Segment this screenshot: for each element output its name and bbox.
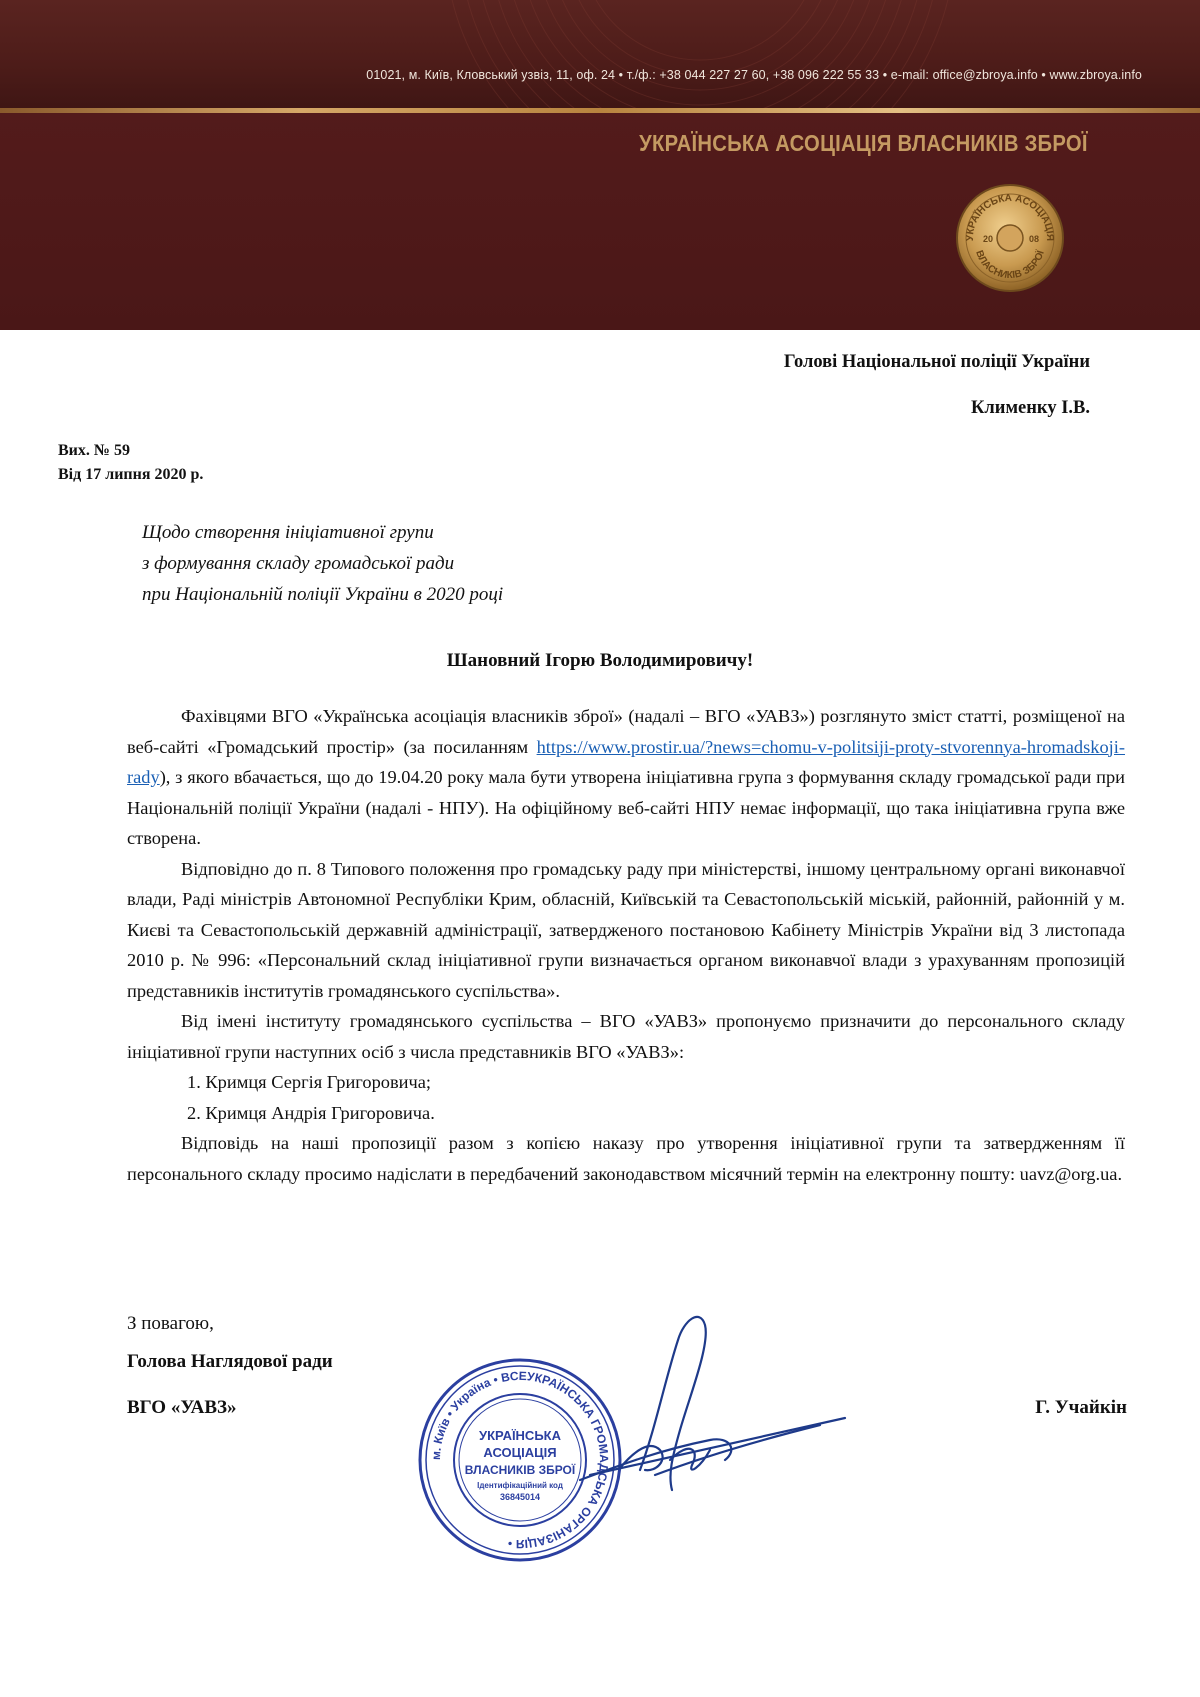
salutation: Шановний Ігорю Володимировичу! — [446, 650, 754, 671]
closing-regards: З повагою, — [127, 1313, 214, 1334]
svg-text:УКРАЇНСЬКА АСОЦІАЦІЯ: УКРАЇНСЬКА АСОЦІАЦІЯ — [964, 192, 1056, 242]
outgoing-number: Вих. № 59 — [58, 442, 130, 459]
list-item: 2. Кримця Андрія Григоровича. — [187, 1102, 435, 1123]
subject-line: при Національній поліції України в 2020 році — [142, 584, 504, 605]
body-paragraph: Відповідь на наші пропозиції разом з копією наказу про утворення ініціативної групи та затвердженням її персонального складу просимо надіслати в передбачений законодавством місячний термін на електронну пошту: uavz@org.ua. — [127, 1133, 1125, 1184]
svg-text:08: 08 — [1029, 234, 1040, 244]
organization-name: УКРАЇНСЬКА АСОЦІАЦІЯ ВЛАСНИКІВ ЗБРОЇ — [639, 130, 1088, 156]
body-paragraph: Відповідно до п. 8 Типового положення про громадську раду при міністерстві, іншому центральному органі виконавчої влади, Раді міністрів Автономної Республіки Крим, обласній, Київській та Севастопольській міській, районній, районній у м. Києві та Севастопольській державній адміністрації, затвердженого постановою Кабінету Міністрів України від 3 листопада 2010 р. № 996: «Персональний склад ініціативної групи визначається органом виконавчої влади з урахуванням пропозицій представників інститутів громадянського суспільства». — [127, 858, 1125, 1001]
subject-line: з формування складу громадської ради — [142, 553, 455, 574]
subject-line: Щодо створення ініціативної групи — [142, 522, 434, 543]
addressee-position: Голові Національної поліції України — [783, 352, 1090, 372]
organization-logo-icon — [955, 183, 1065, 293]
svg-text:УКРАЇНСЬКА: УКРАЇНСЬКА — [479, 1428, 561, 1443]
outgoing-date: Від 17 липня 2020 р. — [58, 466, 204, 483]
svg-text:36845014: 36845014 — [499, 1492, 541, 1502]
svg-text:20: 20 — [983, 234, 994, 244]
body-paragraph — [127, 701, 1125, 854]
letterhead — [0, 0, 1200, 330]
svg-text:м. Київ • Україна • ВСЕУКРАЇНС: м. Київ • Україна • ВСЕУКРАЇНСЬКА ГРОМАДСЬКА ОРГАНІЗАЦІЯ • — [428, 1368, 612, 1552]
body-paragraph: Від імені інституту громадянського суспільства – ВГО «УАВЗ» пропонуємо призначити до персонального складу ініціативної групи наступних осіб з числа представників ВГО «УАВЗ»: — [127, 1011, 1125, 1062]
svg-text:ВЛАСНИКІВ ЗБРОЇ: ВЛАСНИКІВ ЗБРОЇ — [973, 249, 1047, 282]
paragraph-text: Фахівцями ВГО «Українська асоціація власників зброї» (надалі – ВГО «УАВЗ») розглянуто зміст статті, розміщеної на веб-сайті «Громадський простір» (за посиланням — [127, 706, 1125, 757]
outgoing-reference — [58, 439, 203, 487]
contact-info: 01021, м. Київ, Кловський узвіз, 11, оф. 24 • т./ф.: +38 044 227 27 60, +38 096 222 55 33 • e-mail: office@zbroya.info • www.zbroya.info — [366, 68, 1142, 82]
paragraph-text: ), з якого вбачається, що до 19.04.20 року мала бути утворена ініціативна група з формування складу громадської ради при Національній поліції України (надалі - НПУ). На офіційному веб-сайті НПУ немає інформації, що така ініціативна група вже створена. — [127, 767, 1125, 848]
article-link[interactable]: https://www.prostir.ua/?news=chomu-v-politsiji-proty-stvorennya-hromadskoji-rady — [127, 736, 1125, 787]
svg-text:АСОЦІАЦІЯ: АСОЦІАЦІЯ — [483, 1445, 557, 1460]
svg-text:Ідентифікаційний код: Ідентифікаційний код — [477, 1481, 563, 1490]
addressee-name: Клименку І.В. — [971, 398, 1090, 418]
letterhead-ring-pattern — [0, 0, 1200, 108]
signer-name: Г. Учайкін — [1035, 1397, 1127, 1418]
svg-text:ВЛАСНИКІВ ЗБРОЇ: ВЛАСНИКІВ ЗБРОЇ — [464, 1463, 576, 1477]
list-item: 1. Кримця Сергія Григоровича; — [187, 1072, 432, 1092]
closing-title: Голова Наглядової ради — [127, 1351, 333, 1372]
closing-organization: ВГО «УАВЗ» — [127, 1397, 237, 1418]
handwritten-signature-icon — [560, 1300, 850, 1510]
letter-body — [127, 701, 1125, 1189]
letter-subject — [142, 517, 503, 610]
